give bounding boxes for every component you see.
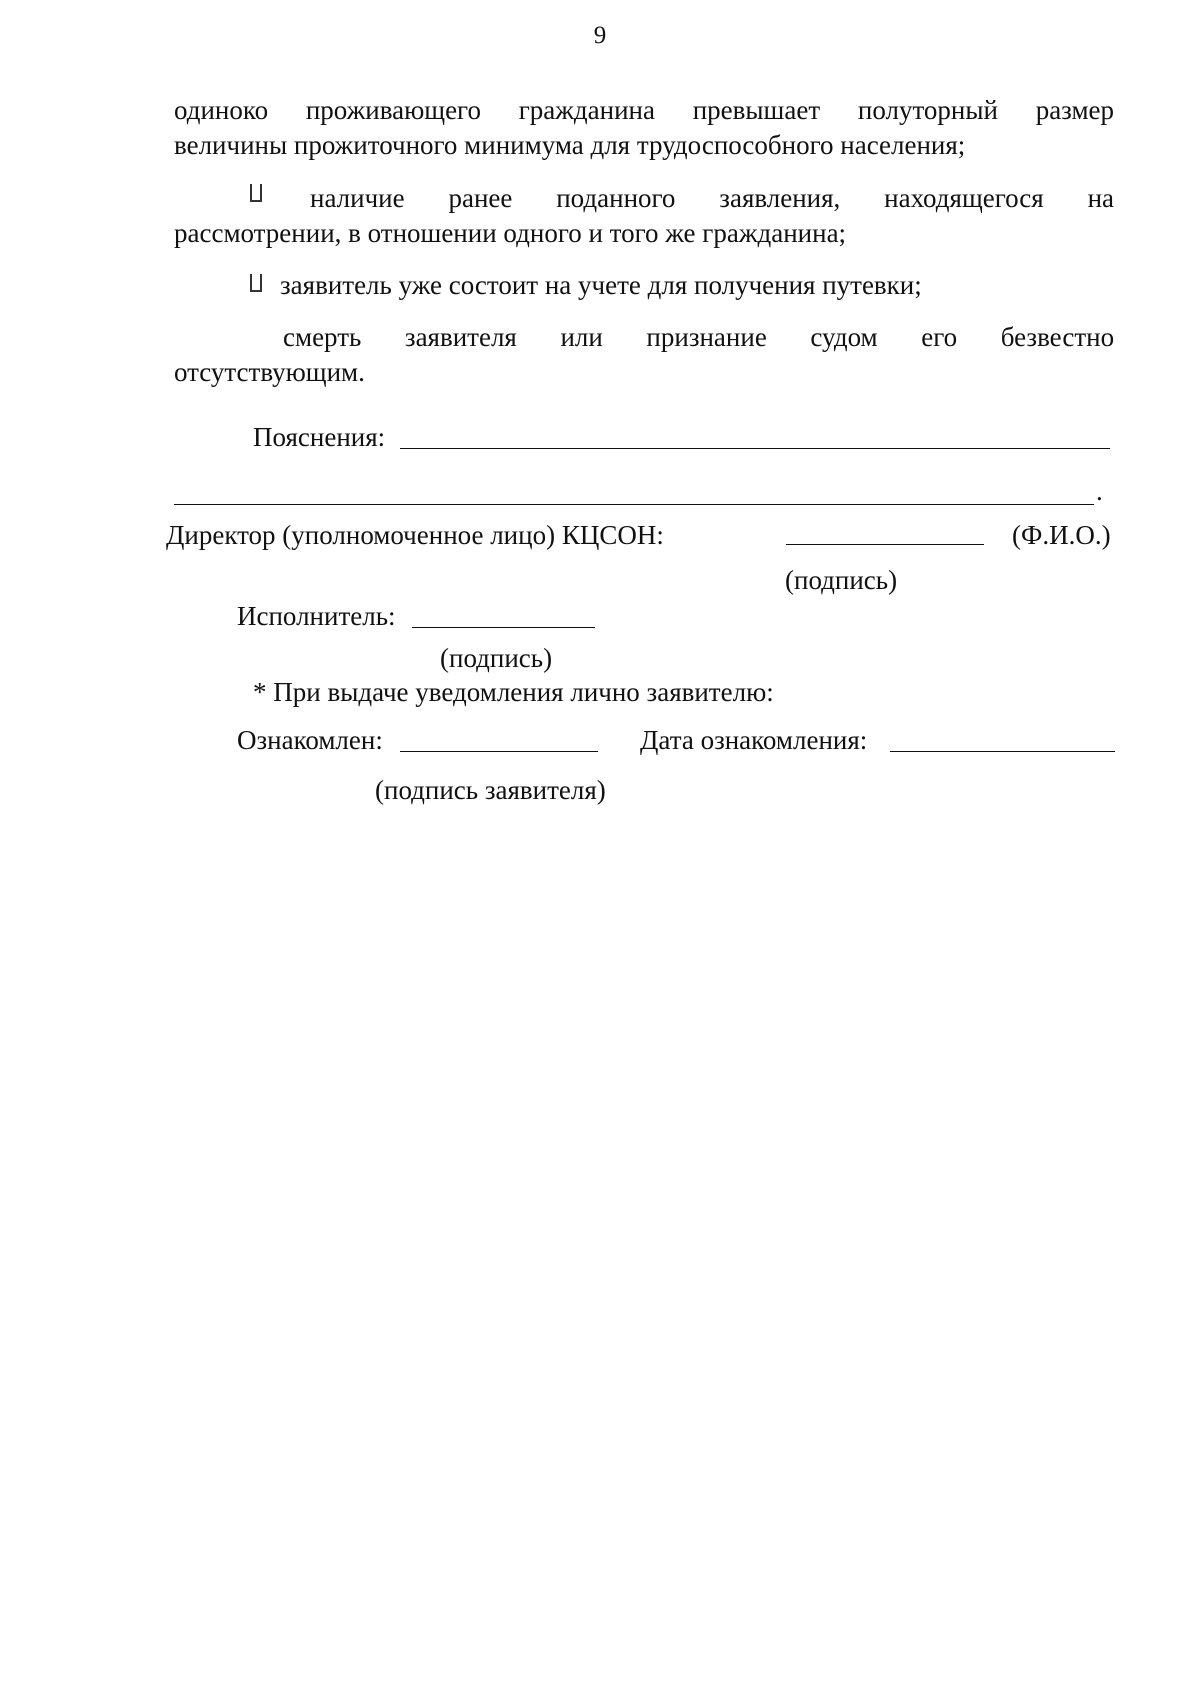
word: признание [646,322,767,352]
paragraph-1-line-2: величины прожиточного минимума для трудоспособного населения; [174,130,966,160]
word: его [921,322,958,352]
word: безвестно [1000,322,1115,352]
explanations-label: Пояснения: [253,422,386,452]
word: поданного [556,183,676,213]
director-signature-caption: (подпись) [785,565,898,595]
director-name-caption: (Ф.И.О.) [1012,520,1111,550]
paragraph-1-line-1 [174,95,1114,126]
director-signature-field[interactable] [786,520,984,552]
note-text: * При выдаче уведомления лично заявителю: [253,677,774,707]
word: судом [810,322,878,352]
paragraph-2-line-1 [310,183,1114,214]
acquainted-signature-caption: (подпись заявителя) [375,775,606,805]
word: смерть [283,322,362,352]
word: превышает [692,95,821,125]
checkbox-icon [250,180,262,211]
page-number: 9 [593,22,607,49]
paragraph-3: заявитель уже состоит на учете для получения путевки; [280,270,922,300]
paragraph-4-line-2: отсутствующим. [174,357,365,387]
explanations-field-line-2[interactable] [174,480,1094,512]
date-field[interactable] [890,727,1115,759]
word: или [560,322,603,352]
director-label: Директор (уполномоченное лицо) КЦСОН: [166,520,664,550]
word: заявителя [404,322,517,352]
executor-label: Исполнитель: [237,601,396,631]
word: наличие [310,183,405,213]
acquainted-signature-field[interactable] [400,727,598,759]
executor-signature-field[interactable] [412,603,595,635]
executor-signature-caption: (подпись) [440,643,553,673]
word: находящегося [884,183,1044,213]
word: полуторный [857,95,998,125]
word: одиноко [174,95,269,125]
checkbox-icon [250,270,262,301]
word: гражданина [518,95,655,125]
date-label: Дата ознакомления: [640,725,868,755]
word: ранее [448,183,513,213]
word: на [1087,183,1114,213]
paragraph-2-line-2: рассмотрении, в отношении одного и того же гражданина; [174,218,847,248]
explanations-field[interactable] [400,424,1110,456]
paragraph-4-line-1 [283,322,1114,353]
word: размер [1035,95,1115,125]
word: проживающего [305,95,481,125]
word: заявления, [719,183,841,213]
explanations-end-mark: . [1096,476,1103,506]
acquainted-label: Ознакомлен: [237,725,383,755]
